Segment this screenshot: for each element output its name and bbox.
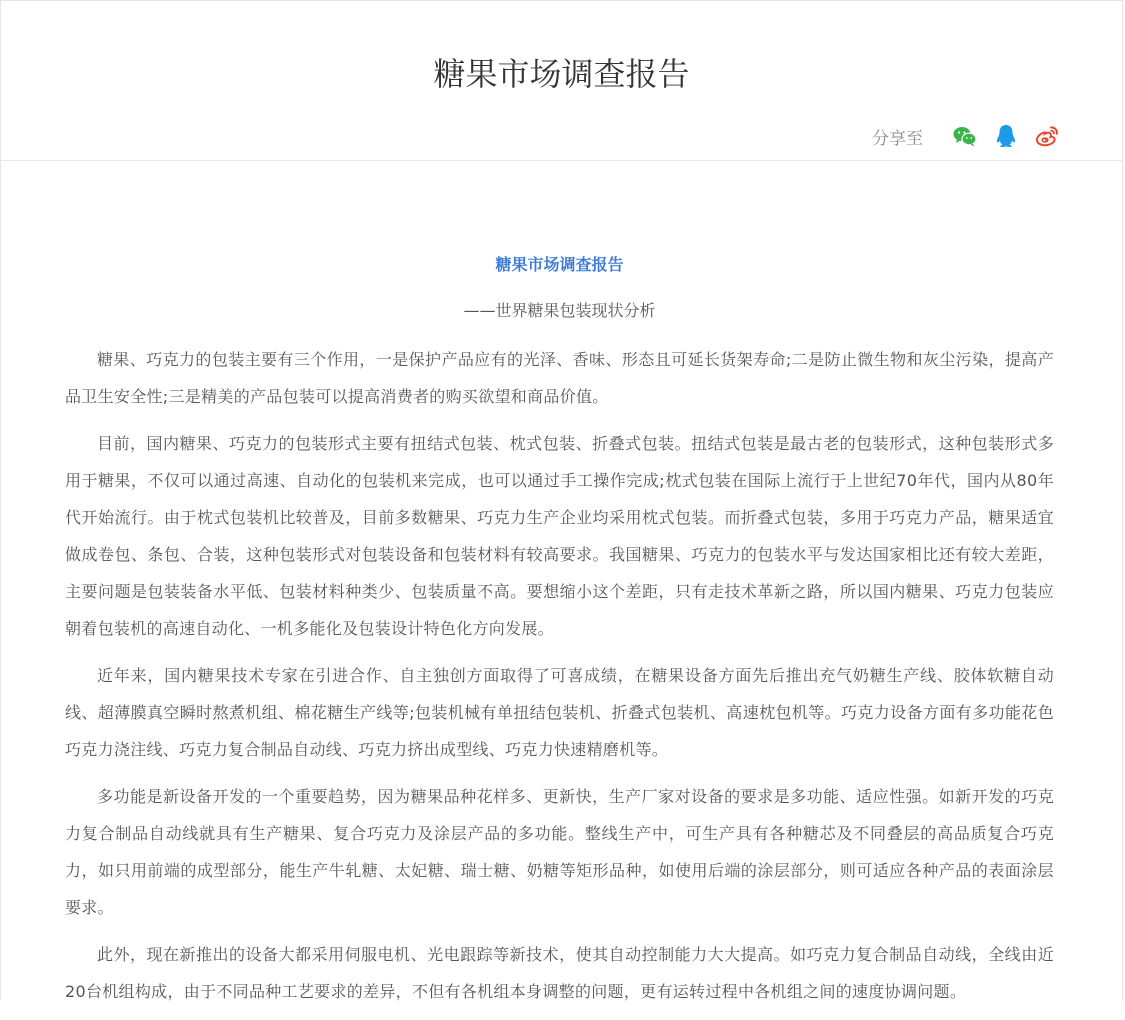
paragraph-1: 糖果、巧克力的包装主要有三个作用，一是保护产品应有的光泽、香味、形态且可延长货架寿命;二是防止微生物和灰尘污染，提高产品卫生安全性;三是精美的产品包装可以提高消费者的购买欲望和商品价值。: [65, 350, 1054, 406]
weibo-icon[interactable]: [1034, 123, 1060, 149]
header: [1, 1, 1122, 161]
share-label: 分享至: [872, 128, 923, 149]
paragraph-5: 此外，现在新推出的设备大都采用伺服电机、光电跟踪等新技术，使其自动控制能力大大提高。如巧克力复合制品自动线，全线由近20台机组构成，由于不同品种工艺要求的差异，不但有各机组本身调整的问题，更有运转过程中各机组之间的速度协调问题。: [65, 945, 1054, 1001]
qq-icon[interactable]: [993, 123, 1019, 149]
page-title: 糖果市场调查报告: [433, 55, 690, 93]
article-content: [65, 248, 1054, 1020]
paragraph-4: 多功能是新设备开发的一个重要趋势，因为糖果品种花样多、更新快，生产厂家对设备的要求是多功能、适应性强。如新开发的巧克力复合制品自动线就具有生产糖果、复合巧克力及涂层产品的多功能。整线生产中，可生产具有各种糖芯及不同叠层的高品质复合巧克力，如只用前端的成型部分，能生产牛轧糖、太妃糖、瑞士糖、奶糖等矩形品种，如使用后端的涂层部分，则可适应各种产品的表面涂层要求。: [65, 787, 1054, 917]
article-title: 糖果市场调查报告: [495, 255, 624, 274]
paragraph-3: 近年来，国内糖果技术专家在引进合作、自主独创方面取得了可喜成绩，在糖果设备方面先后推出充气奶糖生产线、胶体软糖自动线、超薄膜真空瞬时熬煮机组、棉花糖生产线等;包装机械有单扭结包装机、折叠式包装机、高速枕包机等。巧克力设备方面有多功能花色巧克力浇注线、巧克力复合制品自动线、巧克力挤出成型线、巧克力快速精磨机等。: [65, 666, 1054, 759]
article-subtitle: ——世界糖果包装现状分析: [463, 301, 656, 320]
wechat-icon[interactable]: [952, 123, 978, 149]
share-bar: [872, 123, 1060, 149]
paragraph-2: 目前，国内糖果、巧克力的包装形式主要有扭结式包装、枕式包装、折叠式包装。扭结式包装是最古老的包装形式，这种包装形式多用于糖果，不仅可以通过高速、自动化的包装机来完成，也可以通过手工操作完成;枕式包装在国际上流行于上世纪70年代，国内从80年代开始流行。由于枕式包装机比较普及，目前多数糖果、巧克力生产企业均采用枕式包装。而折叠式包装，多用于巧克力产品，糖果适宜做成卷包、条包、合装，这种包装形式对包装设备和包装材料有较高要求。我国糖果、巧克力的包装水平与发达国家相比还有较大差距，主要问题是包装装备水平低、包装材料种类少、包装质量不高。要想缩小这个差距，只有走技术革新之路，所以国内糖果、巧克力包装应朝着包装机的高速自动化、一机多能化及包装设计特色化方向发展。: [65, 434, 1054, 638]
